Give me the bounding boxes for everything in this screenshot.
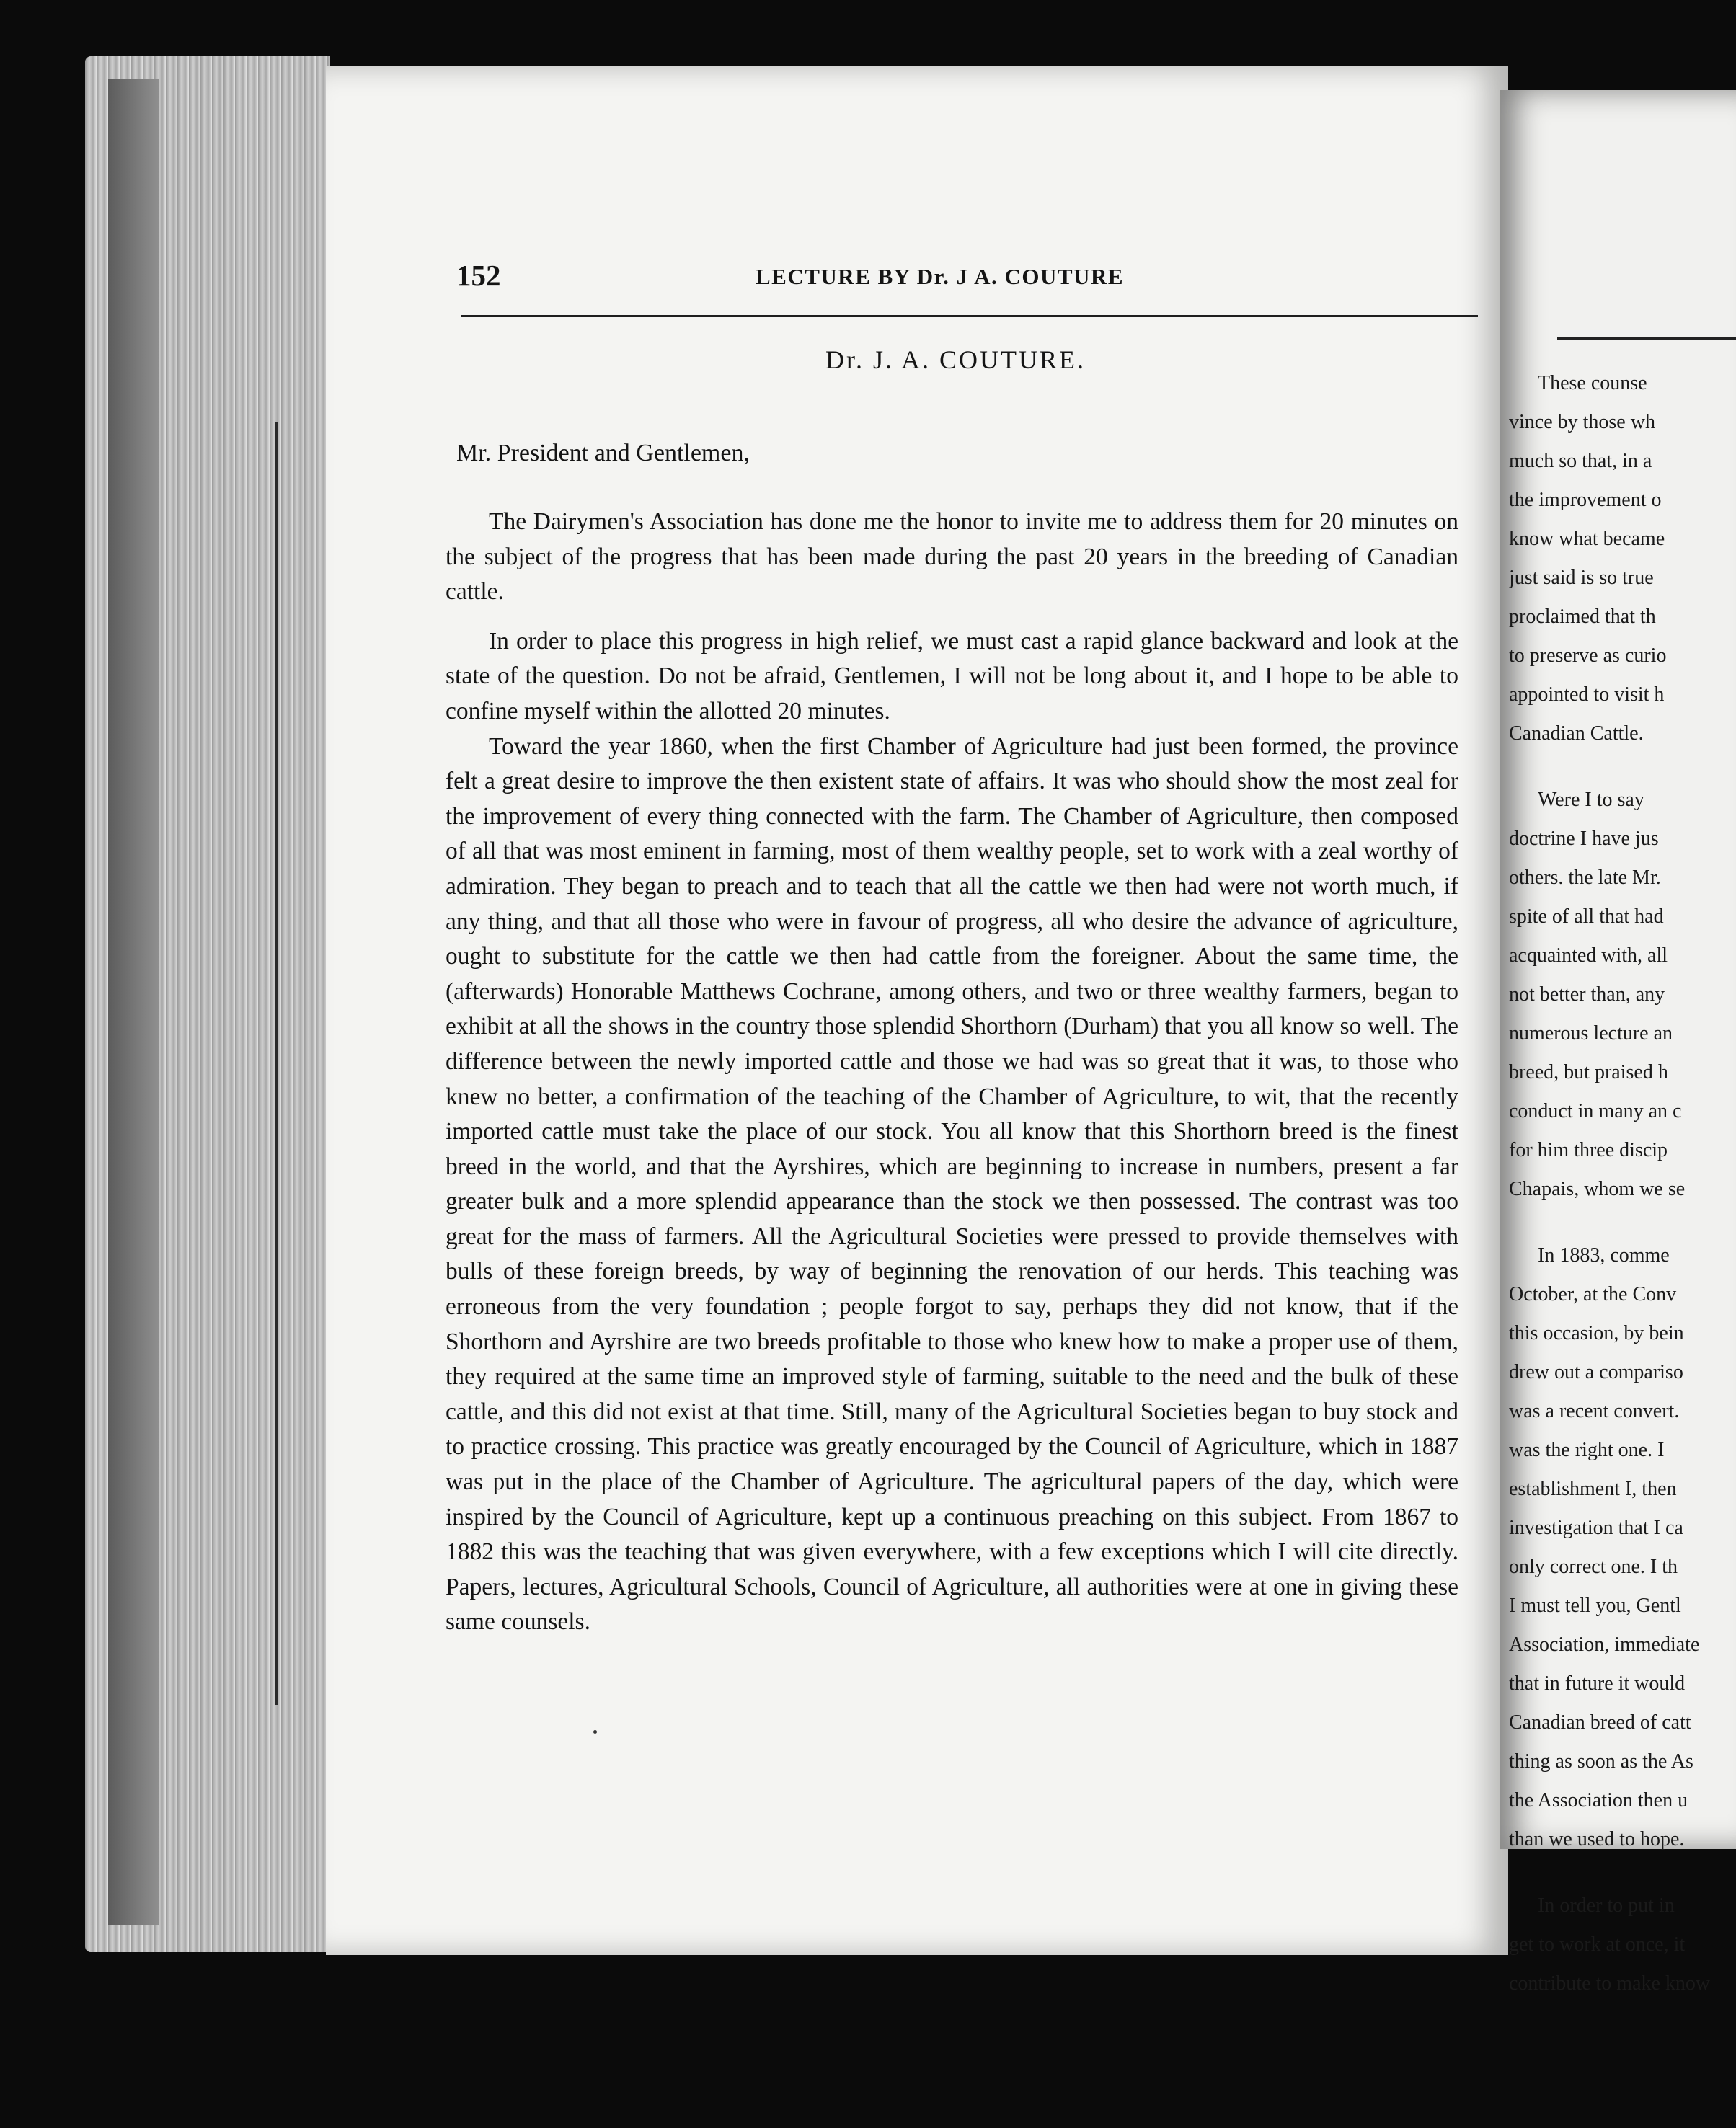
article-title: Dr. J. A. COUTURE. — [825, 345, 1086, 374]
facing-page-line: numerous lecture an — [1509, 1022, 1673, 1045]
facing-page-line: October, at the Conv — [1509, 1283, 1677, 1305]
facing-page-line: doctrine I have jus — [1509, 828, 1659, 850]
facing-page-line: spite of all that had — [1509, 905, 1664, 928]
facing-page-line: for him three discip — [1509, 1139, 1668, 1161]
facing-page-line: vince by those wh — [1509, 411, 1655, 433]
facing-page-rule — [1557, 337, 1736, 340]
facing-page-line: the Association then u — [1509, 1789, 1688, 1812]
facing-page-line: Chapais, whom we se — [1509, 1178, 1686, 1200]
facing-page-line: drew out a compariso — [1509, 1361, 1683, 1383]
facing-page-line: get to work at once, it — [1509, 1933, 1686, 1956]
facing-page-line: establishment I, then — [1509, 1478, 1677, 1500]
facing-page-line: was a recent convert. — [1509, 1400, 1680, 1422]
page-number: 152 — [456, 259, 501, 292]
facing-page-line: Canadian Cattle. — [1509, 722, 1644, 745]
margin-line — [275, 422, 278, 1705]
facing-page-line: investigation that I ca — [1509, 1517, 1683, 1539]
facing-page-line: Canadian breed of catt — [1509, 1711, 1691, 1734]
facing-page-line: In 1883, comme — [1538, 1244, 1670, 1267]
facing-page-line: These counse — [1538, 372, 1647, 394]
facing-page-line: Association, immediate — [1509, 1633, 1700, 1656]
paragraph: The Dairymen's Association has done me the honor to invite me to address them for 20 minutes on the subject of the progress that has been made during the past 20 years in the breeding of Canadian cattle. — [446, 508, 1458, 606]
paragraph-gap — [1509, 753, 1736, 781]
article-body — [446, 505, 1458, 1640]
facing-page-line: contribute to make know — [1509, 1972, 1711, 1995]
book-binding-shadow — [108, 79, 159, 1925]
paragraph: Toward the year 1860, when the first Chamber of Agriculture had just been formed, the province felt a great desire to improve the then existent state of affairs. It was who should show the most zeal for the improvement of every thing connected with the farm. The Chamber of Agriculture, then composed of all that was most eminent in farming, most of them wealthy people, set to work with a zeal worthy of admiration. They began to preach and to teach that all the cattle we then had were not worth much, if any thing, and that all those who were in favour of progress, all who desire the advance of agriculture, ought to substitute for the cattle we then had cattle from the foreigner. About the same time, the (afterwards) Honorable Matthews Cochrane, among others, and two or three wealthy farmers, began to exhibit at all the shows in the country those splendid Shorthorn (Durham) that you all know so well. The difference between the newly imported cattle and those we had was so great that it was, to those who knew no better, a confirmation of the teaching of the Chamber of Agriculture, to wit, that the recently imported cattle must take the place of our stock. You all know that this Shorthorn breed is the finest breed in the world, and that the Ayrshires, which are beginning to increase in numbers, present a far greater bulk and a more splendid appearance than the stock we then possessed. The contrast was too great for the mass of farmers. All the Agricultural Societies were pressed to provide themselves with bulls of these foreign breeds, by way of beginning the renovation of our herds. This teaching was erroneous from the very foundation ; people forgot to say, perhaps they did not know, that if the Shorthorn and Ayrshire are two breeds profitable to those who knew how to make a proper use of them, they required at the same time an improved style of farming, suitable to the need and the bulk of these cattle, and this did not exist at that time. Still, many of the Agricultural Societies began to buy stock and to practice crossing. This practice was greatly encouraged by the Council of Agriculture, which in 1887 was put in the place of the Chamber of Agriculture. The agricultural papers of the day, which were inspired by the Council of Agriculture, kept up a continuous preaching on this subject. From 1867 to 1882 this was the teaching that was given everywhere, with a few exceptions which I will cite directly. Papers, lectures, Agricultural Schools, Council of Agriculture, all authorities were at one in giving these same counsels. — [446, 732, 1458, 1636]
facing-page-line: to preserve as curio — [1509, 644, 1667, 667]
facing-page-line: appointed to visit h — [1509, 683, 1665, 706]
facing-page-line: that in future it would — [1509, 1672, 1686, 1695]
ink-speck — [593, 1730, 597, 1734]
facing-page-line: In order to put in — [1538, 1894, 1675, 1917]
facing-page-line: was the right one. I — [1509, 1439, 1665, 1461]
facing-page-line: Were I to say — [1538, 789, 1644, 811]
facing-page-line: just said is so true — [1509, 567, 1654, 589]
facing-page-line: others. the late Mr. — [1509, 866, 1661, 889]
facing-page-line: breed, but praised h — [1509, 1061, 1668, 1083]
facing-page-line: conduct in many an c — [1509, 1100, 1682, 1122]
paragraph: In order to place this progress in high relief, we must cast a rapid glance backward and look at the state of the question. Do not be afraid, Gentlemen, I will not be long about it, and I hope to be able to confine myself within the allotted 20 minutes. — [446, 627, 1458, 724]
facing-page-line: not better than, any — [1509, 983, 1665, 1006]
facing-page-line: acquainted with, all — [1509, 944, 1668, 967]
facing-page-line: the improvement o — [1509, 489, 1662, 511]
header-rule — [461, 315, 1478, 317]
running-head — [456, 258, 1509, 301]
paragraph-gap — [1509, 1859, 1736, 1887]
facing-page-line: this occasion, by bein — [1509, 1322, 1684, 1344]
facing-page-line: much so that, in a — [1509, 450, 1652, 472]
facing-page-line: know what became — [1509, 528, 1665, 550]
facing-page-line: I must tell you, Gentl — [1509, 1595, 1681, 1617]
paragraph-gap — [1509, 1209, 1736, 1236]
running-title: LECTURE BY Dr. J A. COUTURE — [756, 264, 1125, 289]
facing-page-line: proclaimed that th — [1509, 606, 1656, 628]
salutation: Mr. President and Gentlemen, — [456, 440, 750, 466]
facing-page-text — [1509, 364, 1736, 2003]
facing-page-line: only correct one. I th — [1509, 1556, 1678, 1578]
facing-page-line: thing as soon as the As — [1509, 1750, 1693, 1773]
facing-page-line: than we used to hope. — [1509, 1828, 1685, 1850]
